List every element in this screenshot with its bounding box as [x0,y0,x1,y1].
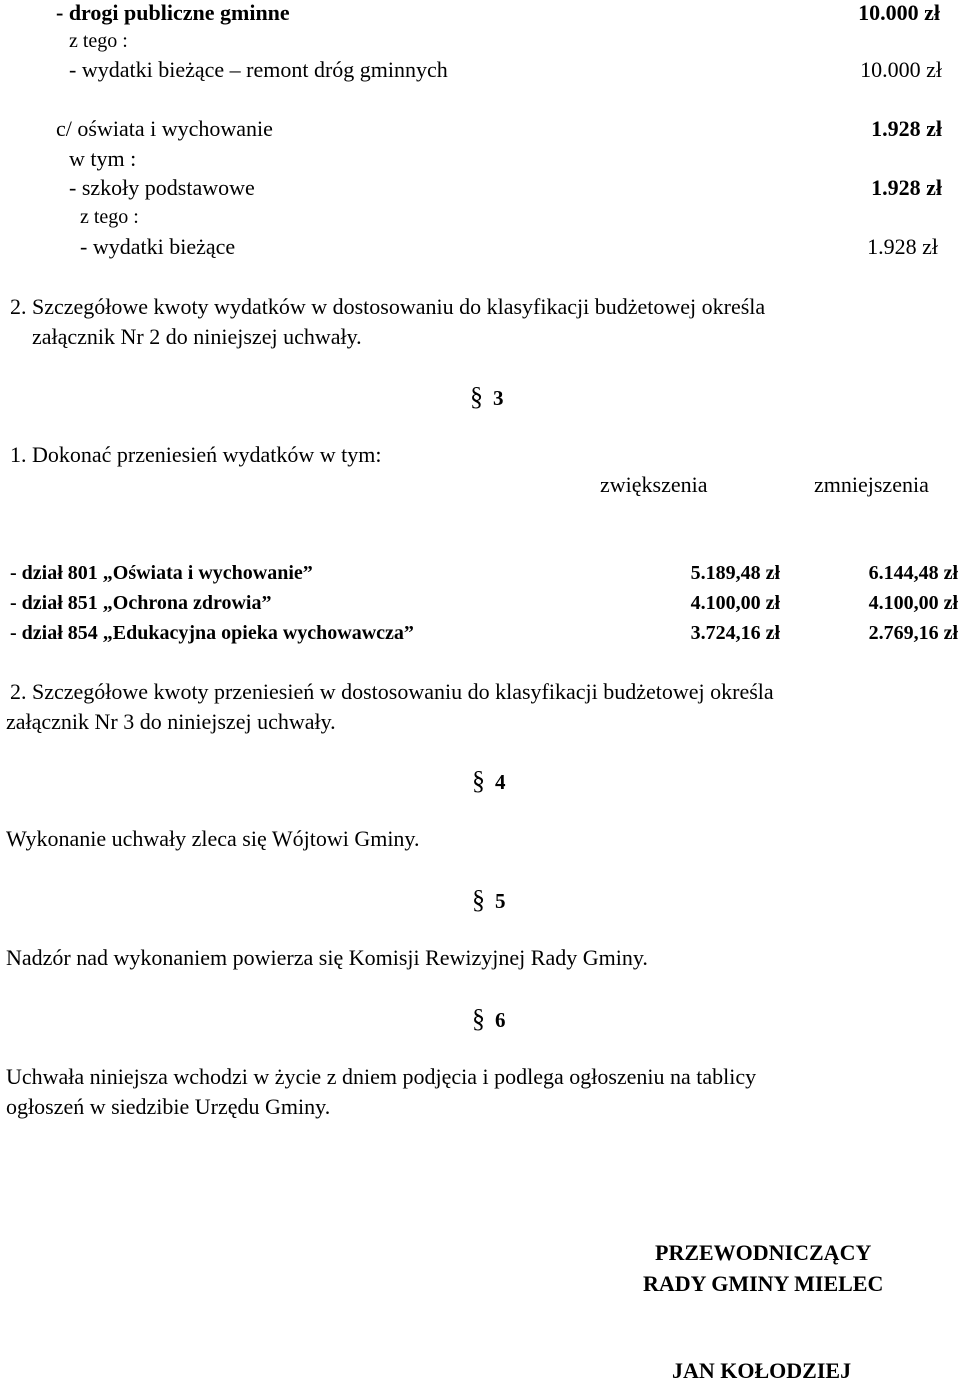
roads-current-amount: 10.000 zł [860,57,942,82]
section4-heading [472,768,506,794]
transfer-row-increase: 4.100,00 zł [690,592,780,614]
schools-amount: 1.928 zł [871,175,942,200]
schools-sub-label: z tego : [80,206,139,228]
transfer-row-increase: 3.724,16 zł [690,622,780,644]
transfer-row-decrease: 2.769,16 zł [868,622,958,644]
section6-line2: ogłoszeń w siedzibie Urzędu Gminy. [6,1094,331,1119]
roads-sub-label: z tego : [69,30,128,52]
roads-label: - drogi publiczne gminne [56,0,290,25]
transfer-row-label: - dział 854 „Edukacyjna opieka wychowawcza” [10,622,414,644]
section5-text: Nadzór nad wykonaniem powierza się Komisji Rewizyjnej Rady Gminy. [6,945,648,970]
transfer-row-decrease: 6.144,48 zł [868,562,958,584]
section-symbol: § [472,766,485,795]
transfer-row-label: - dział 851 „Ochrona zdrowia” [10,592,272,614]
point2-expenses-line1: 2. Szczegółowe kwoty wydatków w dostosowaniu do klasyfikacji budżetowej określa [10,294,766,319]
section4-number: 4 [495,770,506,794]
section5-heading [472,887,506,913]
signature-title-line2: RADY GMINY MIELEC [643,1271,884,1296]
roads-amount: 10.000 zł [858,0,940,25]
transfer-point1: 1. Dokonać przeniesień wydatków w tym: [10,442,382,467]
signature-name: JAN KOŁODZIEJ [672,1358,852,1383]
education-current-amount: 1.928 zł [867,234,938,259]
education-sub-label: w tym : [69,146,137,171]
section-symbol: § [472,1004,485,1033]
section4-text: Wykonanie uchwały zleca się Wójtowi Gminy. [6,826,420,851]
section-symbol: § [470,382,483,411]
section3-heading [470,384,504,410]
section3-number: 3 [493,386,504,410]
transfer-row-increase: 5.189,48 zł [690,562,780,584]
schools-label: - szkoły podstawowe [69,175,255,200]
education-label: c/ oświata i wychowanie [56,116,273,141]
transfer-point2-line1: 2. Szczegółowe kwoty przeniesień w dostosowaniu do klasyfikacji budżetowej określa [10,679,774,704]
section6-line1: Uchwała niniejsza wchodzi w życie z dniem podjęcia i podlega ogłoszeniu na tablicy [6,1064,757,1089]
point2-expenses-line2: załącznik Nr 2 do niniejszej uchwały. [32,324,362,349]
column-decrease: zmniejszenia [814,472,929,497]
transfer-row-decrease: 4.100,00 zł [868,592,958,614]
section5-number: 5 [495,889,506,913]
section6-number: 6 [495,1008,506,1032]
section6-heading [472,1006,506,1032]
transfer-point2-line2: załącznik Nr 3 do niniejszej uchwały. [6,709,336,734]
education-current-label: - wydatki bieżące [80,234,236,259]
signature-title-line1: PRZEWODNICZĄCY [655,1240,872,1265]
roads-current-label: - wydatki bieżące – remont dróg gminnych [69,57,448,82]
section-symbol: § [472,885,485,914]
transfer-row-label: - dział 801 „Oświata i wychowanie” [10,562,313,584]
education-amount: 1.928 zł [871,116,942,141]
column-increase: zwiększenia [600,472,708,497]
